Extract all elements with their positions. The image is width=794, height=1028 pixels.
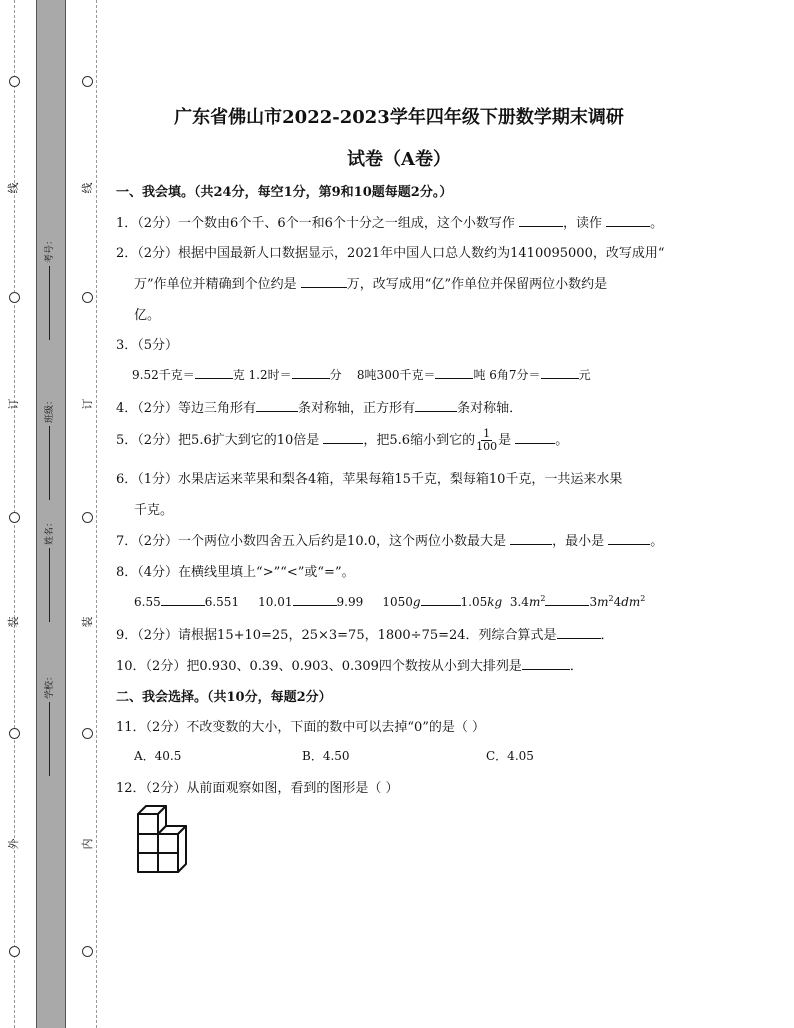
cube-stack-figure xyxy=(136,804,198,876)
question-8-body: 6.55 6.551 10.01 9.99 1050g 1.05kg $3.4m^2$ $3m^24dm^2$ xyxy=(134,594,646,609)
inner-char-nei: 内 xyxy=(81,838,94,850)
question-11-option-b[interactable]: B．4.50 xyxy=(302,749,350,763)
question-9: 9．（2分）请根据15+10=25，25×3=75，1800÷75=24．列综合算式是 ． xyxy=(116,628,614,643)
outer-char-xian: 线 xyxy=(7,182,20,194)
answer-blank[interactable] xyxy=(161,593,205,606)
exam-number-line xyxy=(49,266,50,340)
question-6-line-1: 6．（1分）水果店运来苹果和梨各4箱，苹果每箱15千克，梨每箱10千克，一共运来水果 xyxy=(116,472,623,487)
outer-char-wai: 外 xyxy=(7,838,20,850)
class-field: 班级： xyxy=(42,396,55,500)
name-field: 姓名： xyxy=(42,518,55,622)
answer-blank[interactable] xyxy=(606,214,650,227)
section-2-heading: 二、我会选择。（共10分，每题2分） xyxy=(116,690,332,705)
binding-margin xyxy=(0,0,100,1028)
answer-blank[interactable] xyxy=(435,366,473,379)
question-11-option-a[interactable]: A．40.5 xyxy=(134,749,182,763)
cube-face xyxy=(138,814,158,834)
answer-blank[interactable] xyxy=(293,593,337,606)
fraction-one-hundredth: $\frac{1}{100}$ xyxy=(476,427,498,453)
question-7: 7．（2分）一个两位小数四舍五入后约是10.0，这个两位小数最大是 ，最小是 。 xyxy=(116,534,664,549)
question-2-line-1: 2．（2分）根据中国最新人口数据显示，2021年中国人口总人数约为1410095000，改写成用“ xyxy=(116,246,665,261)
answer-blank[interactable] xyxy=(292,366,330,379)
school-field: 学校： xyxy=(42,672,55,776)
question-8-head: 8．（4分）在横线里填上“>”“<”或“=”。 xyxy=(116,565,355,580)
exam-number-field: 考号： xyxy=(42,236,55,340)
question-11-option-c[interactable]: C．4.05 xyxy=(486,749,534,763)
question-3-body: 9.52千克＝ 克 1.2时＝ 分 8吨300千克＝ 吨 6角7分＝ 元 xyxy=(132,368,591,382)
cube-face xyxy=(138,853,158,872)
answer-blank[interactable] xyxy=(256,399,298,412)
answer-blank[interactable] xyxy=(415,399,457,412)
question-11: 11．（2分）不改变数的大小，下面的数中可以去掉“0”的是（ ） xyxy=(116,720,486,735)
school-line xyxy=(49,702,50,776)
answer-blank[interactable] xyxy=(545,593,589,606)
binding-band xyxy=(36,0,66,1028)
cube-face xyxy=(158,853,178,872)
punch-hole xyxy=(82,512,93,523)
outer-char-ding: 订 xyxy=(7,398,20,410)
punch-hole xyxy=(9,292,20,303)
punch-hole xyxy=(82,728,93,739)
section-1-heading: 一、我会填。（共24分，每空1分，第9和10题每题2分。） xyxy=(116,185,453,200)
title-line-1: 广东省佛山市2022-2023学年四年级下册数学期末调研 xyxy=(174,107,624,128)
question-12: 12．（2分）从前面观察如图，看到的图形是（ ） xyxy=(116,781,399,796)
cube-face xyxy=(138,834,158,853)
question-6-line-2: 千克。 xyxy=(134,503,174,518)
punch-hole xyxy=(9,512,20,523)
question-2-line-3: 亿。 xyxy=(134,308,161,323)
answer-blank[interactable] xyxy=(557,626,601,639)
question-5: 5．（2分）把5.6扩大到它的10倍是 ，把5.6缩小到它的 $\frac{1}{100}$ 是 。 xyxy=(116,427,569,453)
name-line xyxy=(49,548,50,622)
answer-blank[interactable] xyxy=(541,366,579,379)
answer-blank[interactable] xyxy=(323,431,363,444)
answer-blank[interactable] xyxy=(522,657,570,670)
punch-hole xyxy=(9,76,20,87)
inner-char-zhuang: 装 xyxy=(81,616,94,628)
answer-blank[interactable] xyxy=(515,431,555,444)
class-line xyxy=(49,426,50,500)
inner-char-ding: 订 xyxy=(81,398,94,410)
answer-blank[interactable] xyxy=(519,214,563,227)
question-10: 10．（2分）把0.930、0.39、0.903、0.309四个数按从小到大排列是 ． xyxy=(116,659,583,674)
answer-blank[interactable] xyxy=(510,532,552,545)
answer-blank[interactable] xyxy=(608,532,650,545)
question-3-head: 3．（5分） xyxy=(116,338,179,353)
inner-char-xian: 线 xyxy=(81,182,94,194)
title-line-2: 试卷（A卷） xyxy=(347,149,451,170)
punch-hole xyxy=(82,292,93,303)
answer-blank[interactable] xyxy=(301,275,347,288)
inner-cut-line xyxy=(96,0,97,1028)
cube-side xyxy=(178,826,186,872)
answer-blank[interactable] xyxy=(195,366,233,379)
cube-face xyxy=(158,834,178,853)
punch-hole xyxy=(9,728,20,739)
question-4: 4．（2分）等边三角形有 条对称轴，正方形有 条对称轴． xyxy=(116,401,523,416)
outer-char-zhuang: 装 xyxy=(7,616,20,628)
punch-hole xyxy=(9,946,20,957)
answer-blank[interactable] xyxy=(421,593,461,606)
question-1: 1．（2分）一个数由6个千、6个一和6个十分之一组成，这个小数写作 ，读作 。 xyxy=(116,216,664,231)
question-2-line-2: 万”作单位并精确到个位约是 万，改写成用“亿”作单位并保留两位小数约是 xyxy=(134,277,608,292)
punch-hole xyxy=(82,946,93,957)
punch-hole xyxy=(82,76,93,87)
